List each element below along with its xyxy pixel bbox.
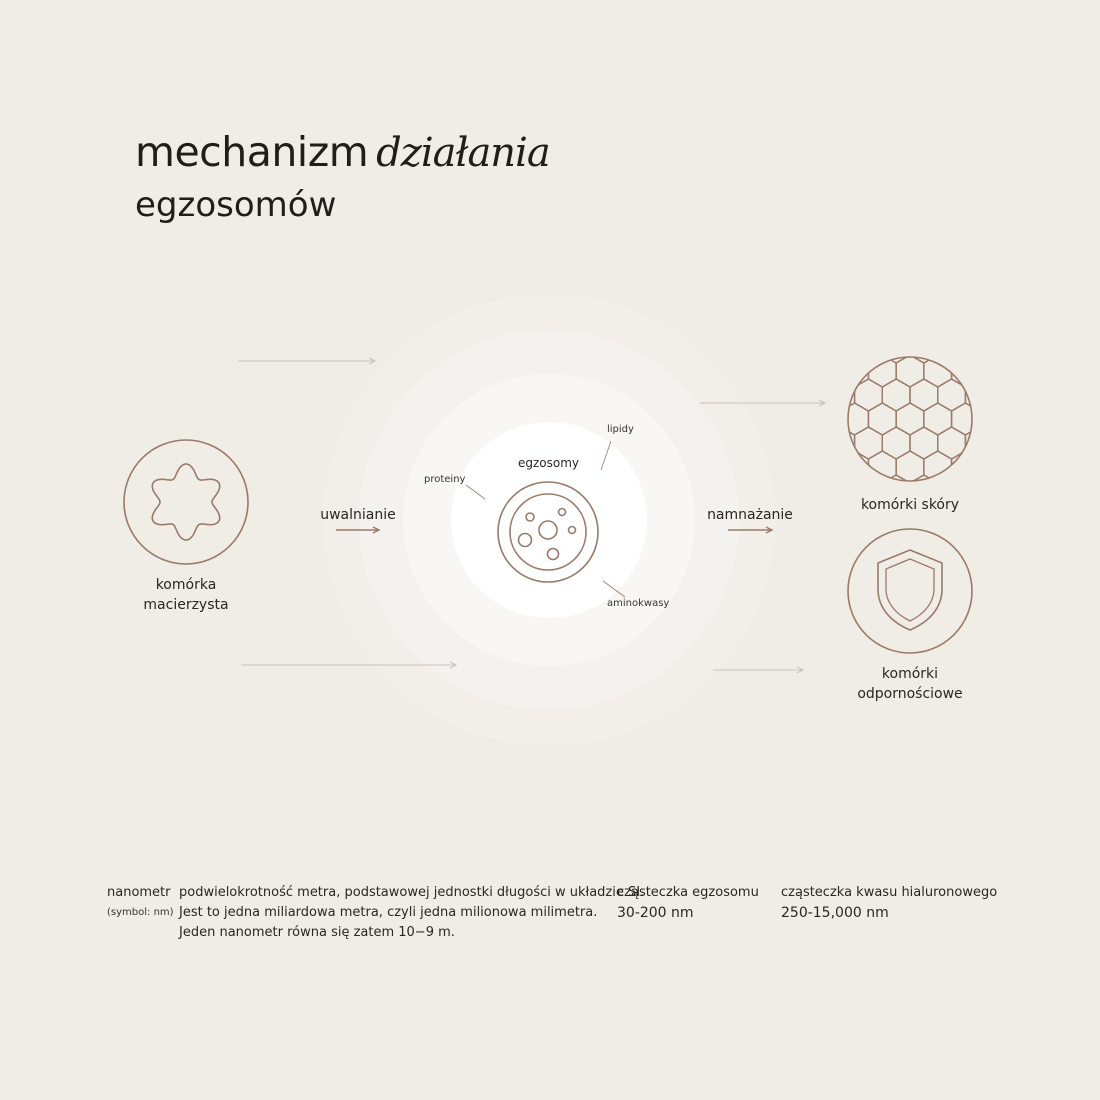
skin-cell-hexagon <box>827 331 855 363</box>
skin-cell-hexagon <box>1007 307 1035 339</box>
page-subtitle: egzosomów <box>135 185 337 225</box>
skin-cell-hexagon <box>855 331 883 363</box>
term-symbol: (symbol: nm) <box>107 907 174 918</box>
stem-cell-label-line-2: macierzysta <box>143 597 229 613</box>
skin-cell-hexagon <box>813 499 841 531</box>
immune-cells-icon <box>848 529 972 653</box>
term-name: nanometr <box>107 885 171 900</box>
skin-cell-hexagon <box>993 331 1021 363</box>
skin-cell-hexagon <box>1007 403 1035 435</box>
skin-cell-hexagon <box>1007 355 1035 387</box>
skin-cell-hexagon <box>785 307 813 339</box>
skin-cell-hexagon <box>979 307 1007 339</box>
skin-cell-hexagon <box>785 451 813 483</box>
hyaluronic-size-label: cząsteczka kwasu hialuronowego <box>781 885 998 900</box>
skin-cell-hexagon <box>1021 331 1049 363</box>
skin-cell-hexagon <box>799 331 827 363</box>
exosome-size-value: 30-200 nm <box>617 905 694 921</box>
immune-cells-label <box>830 664 990 704</box>
skin-cell-hexagon <box>1007 451 1035 483</box>
skin-cell-hexagon <box>841 451 869 483</box>
exosome-size-label: cząsteczka egzosomu <box>617 885 759 900</box>
skin-cells-label: komórki skóry <box>860 497 960 513</box>
skin-cell-hexagon <box>785 403 813 435</box>
aminoacids-label: aminokwasy <box>607 598 670 609</box>
footer-definition <box>179 883 644 943</box>
skin-cell-hexagon <box>799 475 827 507</box>
skin-cell-hexagon <box>896 307 924 339</box>
lipids-label: lipidy <box>607 424 634 435</box>
definition-line-2: Jest to jedna miliardowa metra, czyli jedna milionowa milimetra. <box>179 905 598 920</box>
hyaluronic-size <box>781 883 997 923</box>
skin-cell-hexagon <box>1007 499 1035 531</box>
skin-cell-hexagon <box>1021 427 1049 459</box>
skin-cell-hexagon <box>965 331 993 363</box>
skin-cell-hexagon <box>841 307 869 339</box>
release-label: uwalnianie <box>320 507 396 523</box>
skin-cell-hexagon <box>827 427 855 459</box>
exosome-center-label: egzosomy <box>518 456 580 470</box>
stem-cell-icon <box>124 440 248 564</box>
title-part-2: działania <box>376 130 550 176</box>
skin-cell-hexagon <box>952 451 980 483</box>
immune-cells-label-line-1: komórki <box>881 666 939 682</box>
skin-cell-hexagon <box>813 451 841 483</box>
skin-cell-hexagon <box>868 307 896 339</box>
skin-cell-hexagon <box>979 499 1007 531</box>
immune-cells-label-line-2: odpornościowe <box>857 686 963 702</box>
stem-cell-label <box>116 575 256 615</box>
skin-cell-hexagon <box>924 307 952 339</box>
stem-cell-label-line-1: komórka <box>155 577 217 593</box>
skin-cell-hexagon <box>993 379 1021 411</box>
skin-cell-hexagon <box>1021 475 1049 507</box>
definition-line-1: podwielokrotność metra, podstawowej jednostki długości w układzie SI. <box>179 885 645 900</box>
skin-cell-hexagon <box>965 427 993 459</box>
skin-cell-hexagon <box>785 355 813 387</box>
skin-cell-hexagon <box>952 307 980 339</box>
hyaluronic-size-value: 250-15,000 nm <box>781 905 889 921</box>
skin-cell-hexagon <box>979 451 1007 483</box>
skin-cell-hexagon <box>979 403 1007 435</box>
skin-cell-hexagon <box>938 331 966 363</box>
title-part-1: mechanizm <box>135 128 369 176</box>
skin-cell-hexagon <box>813 403 841 435</box>
proteins-label: proteiny <box>424 474 466 485</box>
skin-cell-hexagon <box>1021 379 1049 411</box>
exosome-size <box>617 883 759 923</box>
skin-cell-hexagon <box>813 307 841 339</box>
skin-cell-hexagon <box>799 427 827 459</box>
skin-cell-hexagon <box>993 427 1021 459</box>
skin-cell-hexagon <box>993 475 1021 507</box>
skin-cell-hexagon <box>979 355 1007 387</box>
skin-cell-hexagon <box>813 355 841 387</box>
footer-term <box>107 883 174 923</box>
proliferation-label: namnażanie <box>707 507 793 523</box>
skin-cell-hexagon <box>799 379 827 411</box>
definition-line-3: Jeden nanometr równa się zatem 10−9 m. <box>179 925 455 940</box>
